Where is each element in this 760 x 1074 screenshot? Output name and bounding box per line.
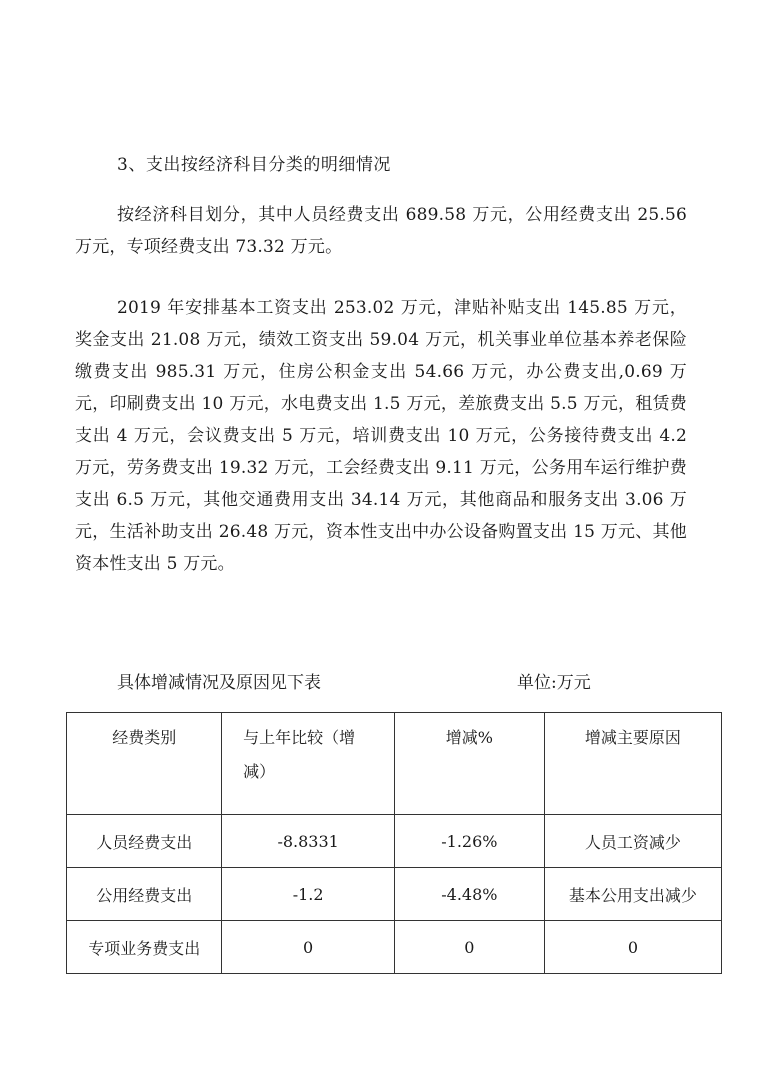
header-category: 经费类别 bbox=[67, 713, 222, 815]
paragraph-detail: 2019 年安排基本工资支出 253.02 万元，津贴补贴支出 145.85 万元，奖金支出 21.08 万元，绩效工资支出 59.04 万元，机关事业单位基本养老保险缴费支出 985.31 万元，住房公积金支出 54.66 万元，办公费支出,0.69 万元，印刷费支出 10 万元，水电费支出 1.5 万元，差旅费支出 5.5 万元，租赁费支出 4 万元，会议费支出 5 万元，培训费支出 10 万元，公务接待费支出 4.2 万元，劳务费支出 19.32 万元，工会经费支出 9.11 万元，公务用车运行维护费支出 6.5 万元，其他交通费用支出 34.14 万元，其他商品和服务支出 3.06 万元，生活补助支出 26.48 万元，资本性支出中办公设备购置支出 15 万元、其他资本性支出 5 万元。 bbox=[75, 298, 687, 574]
header-change-label: 与上年比较（增减） bbox=[243, 728, 356, 781]
cell-change: -1.2 bbox=[222, 868, 395, 921]
cell-change: -8.8331 bbox=[222, 815, 395, 868]
header-reason: 增减主要原因 bbox=[544, 713, 721, 815]
cell-percent: -1.26% bbox=[394, 815, 544, 868]
table-row bbox=[67, 868, 722, 921]
expense-change-table bbox=[66, 712, 722, 974]
table-header-row bbox=[67, 713, 722, 815]
cell-percent: 0 bbox=[394, 921, 544, 974]
cell-reason: 基本公用支出减少 bbox=[544, 868, 721, 921]
header-percent: 增减% bbox=[394, 713, 544, 815]
cell-percent: -4.48% bbox=[394, 868, 544, 921]
cell-change: 0 bbox=[222, 921, 395, 974]
section-heading: 3、支出按经济科目分类的明细情况 bbox=[117, 155, 391, 175]
cell-category: 人员经费支出 bbox=[67, 815, 222, 868]
table-row bbox=[67, 815, 722, 868]
cell-reason: 人员工资减少 bbox=[544, 815, 721, 868]
unit-label: 单位:万元 bbox=[517, 673, 591, 693]
cell-category: 公用经费支出 bbox=[67, 868, 222, 921]
table-caption: 具体增减情况及原因见下表 bbox=[117, 673, 321, 693]
table-row bbox=[67, 921, 722, 974]
paragraph-summary: 按经济科目划分，其中人员经费支出 689.58 万元，公用经费支出 25.56 万元，专项经费支出 73.32 万元。 bbox=[75, 205, 687, 257]
cell-category: 专项业务费支出 bbox=[67, 921, 222, 974]
header-change bbox=[222, 713, 395, 815]
cell-reason: 0 bbox=[544, 921, 721, 974]
